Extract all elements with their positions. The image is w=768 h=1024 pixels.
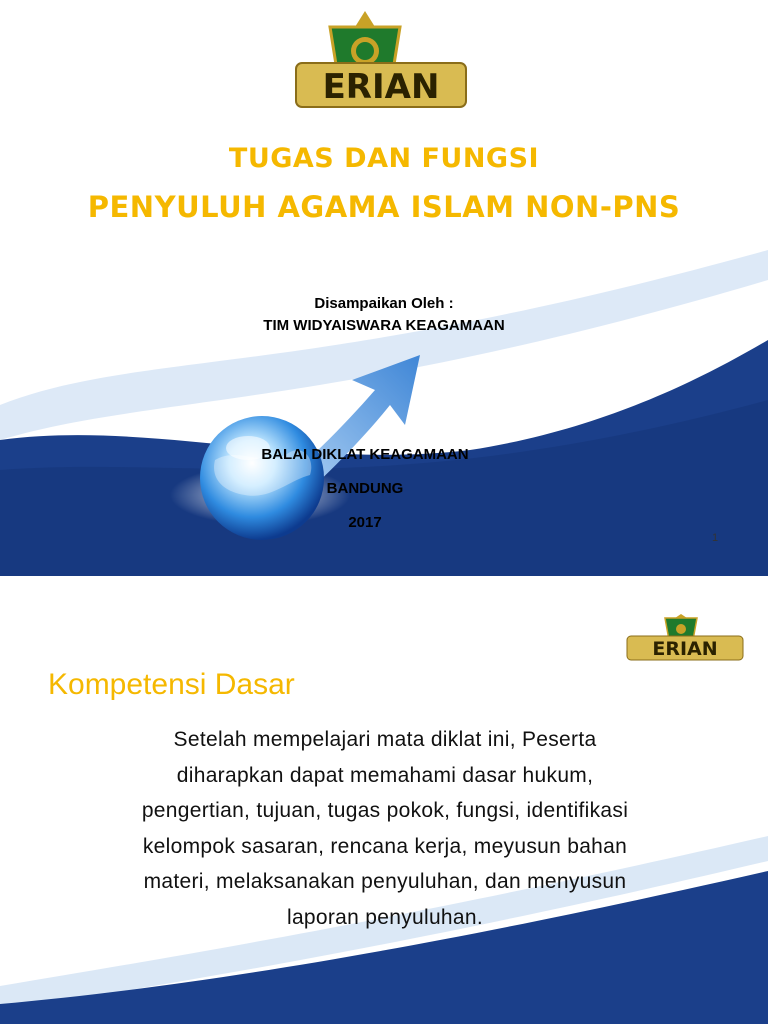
body-line: kelompok sasaran, rencana kerja, meyusun bahan [142, 834, 628, 858]
body-line: pengertian, tujuan, tugas pokok, fungsi, identifikasi [141, 799, 629, 822]
body-line: Setelah mempelajari mata diklat ini, Peserta [173, 728, 597, 751]
section-heading: Kompetensi Dasar [48, 668, 295, 701]
slide-gap [0, 576, 768, 586]
kemenag-logo [290, 5, 480, 125]
presenter-label: Disampaikan Oleh : [314, 295, 454, 312]
slide-title-line2: PENYULUH AGAMA ISLAM NON-PNS [87, 190, 681, 224]
logo-text: ERIAN [652, 638, 718, 660]
city-name: BANDUNG [326, 480, 404, 497]
institution-name: BALAI DIKLAT KEAGAMAAN [261, 446, 469, 463]
page-number: 1 [712, 532, 719, 544]
competency-description [85, 722, 685, 935]
year: 2017 [348, 514, 382, 531]
presenter-name: TIM WIDYAISWARA KEAGAMAAN [263, 317, 505, 334]
content-slide [0, 586, 768, 1024]
body-line: materi, melaksanakan penyuluhan, dan menyusun [143, 870, 627, 893]
body-line: diharapkan dapat memahami dasar hukum, [176, 763, 594, 787]
logo-text: ERIAN [322, 67, 440, 107]
body-line: laporan penyuluhan. [286, 905, 484, 929]
kemenag-logo [625, 614, 747, 666]
presenter-block [0, 293, 768, 337]
slide-title-line1: TUGAS DAN FUNGSI [228, 143, 540, 174]
